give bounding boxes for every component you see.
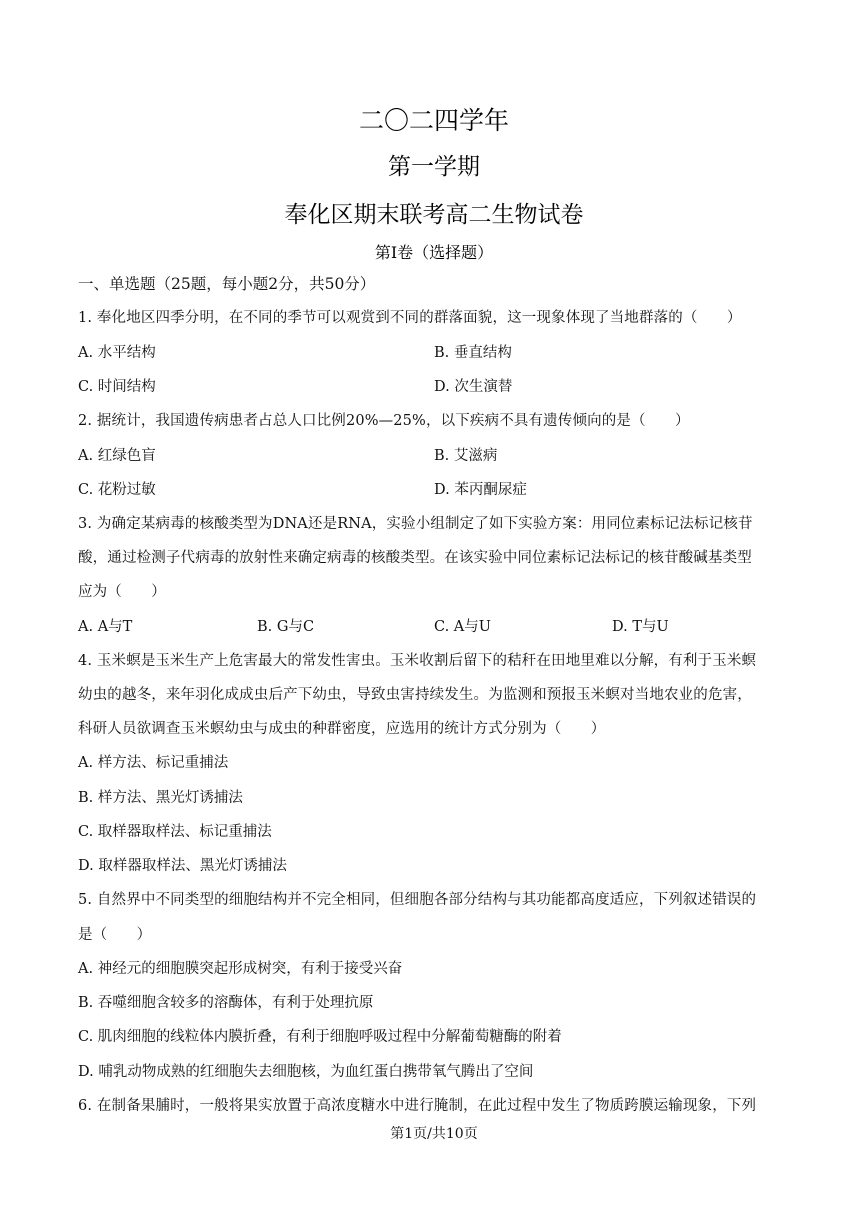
question-3-option-a: A. A与T [78,619,133,635]
question-4-stem-line-1: 4. 玉米螟是玉米生产上危害最大的常发性害虫。玉米收割后留下的秸秆在田地里难以分解，有利于玉米螟 [78,653,757,669]
question-3-option-c: C. A与U [434,619,491,635]
question-1-option-a: A. 水平结构 [78,345,156,361]
question-1-stem: 1. 奉化地区四季分明，在不同的季节可以观赏到不同的群落面貌，这一现象体现了当地群落的（ ） [78,310,742,326]
question-3-stem-line-1: 3. 为确定某病毒的核酸类型为DNA还是RNA，实验小组制定了如下实验方案：用同位素标记法标记核苷 [78,516,753,532]
question-3-option-b: B. G与C [257,619,315,635]
question-6-stem-line-1: 6. 在制备果脯时，一般将果实放置于高浓度糖水中进行腌制，在此过程中发生了物质跨膜运输现象，下列 [78,1098,757,1114]
question-1-option-c: C. 时间结构 [78,379,156,395]
question-5-option-d: D. 哺乳动物成熟的红细胞失去细胞核，为血红蛋白携带氧气腾出了空间 [78,1064,534,1080]
question-5-option-b: B. 吞噬细胞含较多的溶酶体，有利于处理抗原 [78,995,374,1011]
question-4-option-d: D. 取样器取样法、黑光灯诱捕法 [78,858,287,874]
section-heading: 一、单选题（25题，每小题2分，共50分） [78,275,376,293]
question-4-option-c: C. 取样器取样法、标记重捕法 [78,824,272,840]
question-3-stem-line-2: 酸，通过检测子代病毒的放射性来确定病毒的核酸类型。在该实验中同位素标记法标记的核苷酸碱基类型 [78,550,752,566]
question-4-option-b: B. 样方法、黑光灯诱捕法 [78,790,243,806]
question-2-option-d: D. 苯丙酮尿症 [434,482,527,498]
question-3-stem-line-3: 应为（ ） [78,584,166,600]
question-2-stem: 2. 据统计，我国遗传病患者占总人口比例20%—25%，以下疾病不具有遗传倾向的是（ ） [78,413,690,429]
question-2-option-c: C. 花粉过敏 [78,482,156,498]
volume-label: 第I卷（选择题） [374,243,494,262]
question-5-option-a: A. 神经元的细胞膜突起形成树突，有利于接受兴奋 [78,961,403,977]
question-5-stem-line-1: 5. 自然界中不同类型的细胞结构并不完全相同，但细胞各部分结构与其功能都高度适应，下列叙述错误的 [78,892,757,908]
question-5-stem-line-2: 是（ ） [78,927,152,943]
header-term: 第一学期 [388,154,480,180]
question-2-option-a: A. 红绿色盲 [78,448,156,464]
question-1-option-d: D. 次生演替 [434,379,513,395]
question-2-option-b: B. 艾滋病 [434,448,498,464]
question-4-option-a: A. 样方法、标记重捕法 [78,755,229,771]
question-5-option-c: C. 肌肉细胞的线粒体内膜折叠，有利于细胞呼吸过程中分解葡萄糖酶的附着 [78,1029,562,1045]
question-1-option-b: B. 垂直结构 [434,345,512,361]
page-number: 第1页/共10页 [390,1126,478,1142]
question-4-stem-line-2: 幼虫的越冬，来年羽化成成虫后产下幼虫，导致虫害持续发生。为监测和预报玉米螟对当地农业的危害， [78,687,752,703]
question-4-stem-line-3: 科研人员欲调查玉米螟幼虫与成虫的种群密度，应选用的统计方式分别为（ ） [78,721,606,737]
exam-title: 奉化区期末联考高二生物试卷 [284,202,584,228]
header-year: 二〇二四学年 [358,106,509,135]
question-3-option-d: D. T与U [612,619,669,635]
